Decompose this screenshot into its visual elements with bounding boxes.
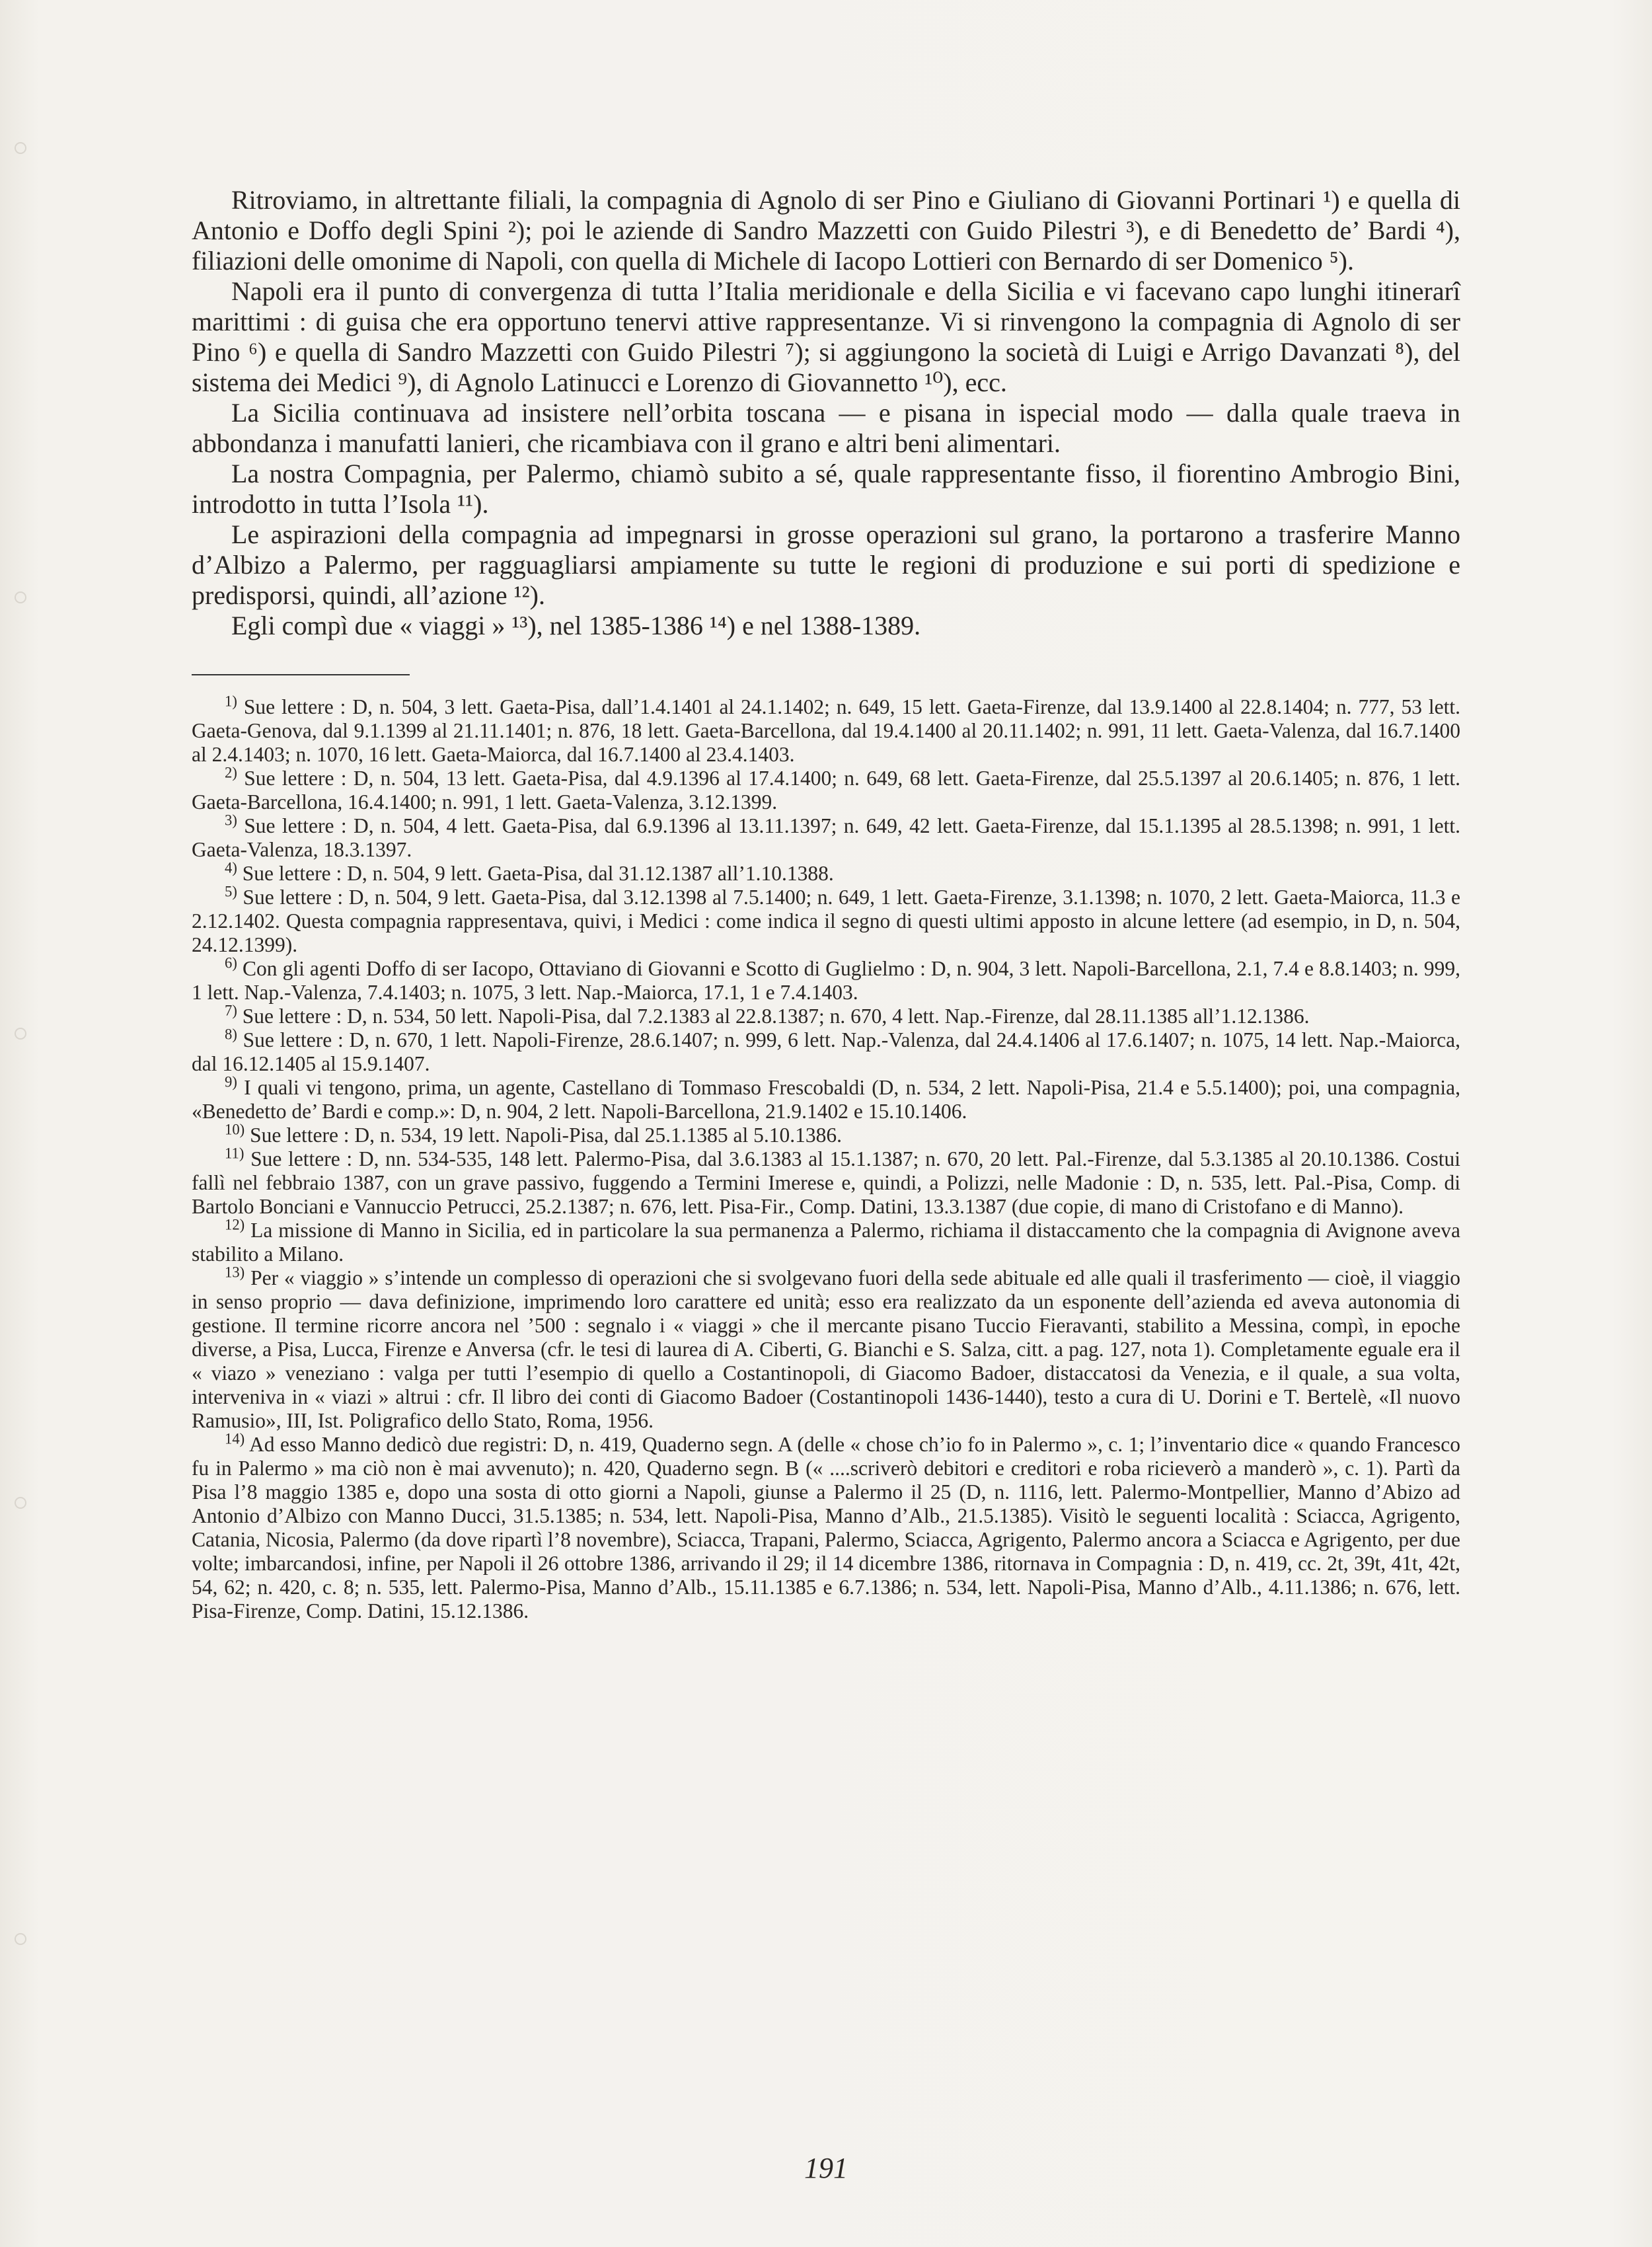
footnote: [192, 1216, 1460, 1266]
footnote-number: 2): [225, 764, 237, 781]
paragraph: Le aspirazioni della compagnia ad impegnarsi in grosse operazioni sul grano, la portarono a trasferire Manno d’Albizo a Palermo, per ragguagliarsi ampiamente su tutte le regioni di produzione e sui porti di spedizione e predisporsi, quindi, all’azione ¹²).: [192, 519, 1460, 610]
footnote: [192, 1121, 1460, 1147]
footnote-number: 7): [225, 1002, 237, 1019]
footnote-text: Sue lettere : D, n. 504, 3 lett. Gaeta-Pisa, dall’1.4.1401 al 24.1.1402; n. 649, 15 lett. Gaeta-Firenze, dal 13.9.1400 al 22.8.1404; n. 777, 53 lett. Gaeta-Genova, dal 9.1.1399 al 21.11.1401; n. 876, 18 lett. Gaeta-Barcellona, dal 19.4.1400 al 20.11.1402; n. 991, 11 lett. Gaeta-Valenza, dal 16.7.1400 al 2.4.1403; n. 1070, 16 lett. Gaeta-Maiorca, dal 16.7.1400 al 23.4.1403.: [192, 695, 1461, 766]
footnote: [192, 883, 1460, 957]
footnote: [192, 1430, 1460, 1623]
paragraph: Egli compì due « viaggi » ¹³), nel 1385-1386 ¹⁴) e nel 1388-1389.: [231, 611, 921, 640]
footnote: [192, 695, 1460, 767]
footnote: [192, 859, 1460, 886]
paragraph: Napoli era il punto di convergenza di tutta l’Italia meridionale e della Sicilia e vi facevano capo lunghi itinerarî marittimi : di guisa che era opportuno tenervi attive rappresentanze. Vi si rinvengono la compagnia di Agnolo di ser Pino ⁶) e quella di Sandro Mazzetti con Guido Pilestri ⁷); si aggiungono la società di Luigi e Arrigo Davanzati ⁸), del sistema dei Medici ⁹), di Agnolo Latinucci e Lorenzo di Giovannetto ¹⁰), ecc.: [192, 276, 1460, 397]
footnote-number: 1): [225, 693, 237, 710]
edge-mark-dot: [15, 142, 26, 154]
footnotes: [192, 695, 1460, 1623]
footnote-number: 9): [225, 1073, 237, 1090]
footnote-text: Sue lettere : D, n. 504, 4 lett. Gaeta-Pisa, dal 6.9.1396 al 13.11.1397; n. 649, 42 lett. Gaeta-Firenze, dal 15.1.1395 al 28.5.1398; n. 991, 1 lett. Gaeta-Valenza, 18.3.1397.: [192, 814, 1460, 861]
footnote-number: 8): [225, 1026, 237, 1043]
edge-mark-dot: [15, 591, 26, 603]
footnote-text: Sue lettere : D, n. 504, 13 lett. Gaeta-Pisa, dal 4.9.1396 al 17.4.1400; n. 649, 68 lett. Gaeta-Firenze, dal 25.5.1397 al 20.6.1405; n. 876, 1 lett. Gaeta-Barcellona, 16.4.1400; n. 991, 1 lett. Gaeta-Valenza, 3.12.1399.: [192, 767, 1460, 814]
edge-mark-dot: [15, 1933, 26, 1945]
footnote-number: 10): [225, 1121, 245, 1138]
footnote-text: Con gli agenti Doffo di ser Iacopo, Ottaviano di Giovanni e Scotto di Guglielmo : D, n. 904, 3 lett. Napoli-Barcellona, 2.1, 7.4 e 8.8.1403; n. 999, 1 lett. Nap.-Valenza, 7.4.1403; n. 1075, 3 lett. Nap.-Maiorca, 17.1, 1 e 7.4.1403.: [192, 957, 1460, 1004]
footnote-number: 5): [225, 883, 237, 900]
footnote-text: Sue lettere : D, n. 534, 19 lett. Napoli-Pisa, dal 25.1.1385 al 5.10.1386.: [250, 1124, 842, 1147]
footnote: [192, 954, 1460, 1005]
footnote-text: Ad esso Manno dedicò due registri: D, n. 419, Quaderno segn. A (delle « chose ch’io fo in Palermo », c. 1; l’inventario dice « quando Francesco fu in Palermo » ma ciò non è mai avvenuto); n. 420, Quaderno segn. B (« ....scriverò debitori e creditori e roba ricieverò a manderò », c. 1). Partì da Pisa l’8 maggio 1385 e, dopo una sosta di otto giorni a Napoli, giunse a Palermo il 25 (D, n. 1116, lett. Palermo-Montpellier, Manno d’Abizo ad Antonio d’Albizo con Manno Ducci, 31.5.1385; n. 534, lett. Napoli-Pisa, Manno d’Alb., 21.5.1385). Visitò le seguenti località : Sciacca, Agrigento, Catania, Nicosia, Palermo (da dove ripartì l’8 novembre), Sciacca, Trapani, Palermo, Sciacca, Agrigento, Palermo ancora a Sciacca e Agrigento, per due volte; imbarcandosi, infine, per Napoli il 26 ottobre 1386, arrivando il 29; il 14 dicembre 1386, ritornava in Compagnia : D, n. 419, cc. 2t, 39t, 41t, 42t, 54, 62; n. 420, c. 8; n. 535, lett. Palermo-Pisa, Manno d’Alb., 15.11.1385 e 6.7.1386; n. 534, lett. Napoli-Pisa, Manno d’Alb., 4.11.1386; n. 676, lett. Pisa-Firenze, Comp. Datini, 15.12.1386.: [192, 1433, 1460, 1622]
edge-mark-dot: [15, 1497, 26, 1509]
footnote-number: 14): [225, 1430, 245, 1447]
footnote-number: 3): [225, 812, 237, 829]
footnote-number: 6): [225, 954, 237, 971]
footnote: [192, 814, 1460, 862]
footnote-number: 12): [225, 1216, 245, 1233]
footnote-number: 11): [225, 1145, 244, 1162]
footnote-text: I quali vi tengono, prima, un agente, Castellano di Tommaso Frescobaldi (D, n. 534, 2 lett. Napoli-Pisa, 21.4 e 5.5.1400); poi, una compagnia, «Benedetto de’ Bardi e comp.»: D, n. 904, 2 lett. Napoli-Barcellona, 21.9.1402 e 15.10.1406.: [192, 1076, 1461, 1123]
footnote-text: Sue lettere : D, n. 504, 9 lett. Gaeta-Pisa, dal 31.12.1387 all’1.10.1388.: [242, 862, 834, 885]
footnote-text: Per « viaggio » s’intende un complesso di operazioni che si svolgevano fuori della sede abituale ed alle quali il trasferimento — cioè, il viaggio in senso proprio — dava definizione, imprimendo loro carattere ed unità; esso era realizzato da un esponente dell’azienda ed aveva autonomia di gestione. Il termine ricorre ancora nel ’500 : segnalo i « viaggi » che il mercante pisano Tuccio Fieravanti, stabilito a Messina, compì, in epoche diverse, a Pisa, Lucca, Firenze e Anversa (cfr. le tesi di laurea di A. Ciberti, G. Bianchi e S. Salza, citt. a pag. 127, nota 1). Completamente eguale era il « viazo » veneziano : valga per tutti l’esempio di quello a Costantinopoli, di Giacomo Badoer, distaccatosi da Venezia, e il quale, a sua volta, interveniva in « viazi » altrui : cfr. Il libro dei conti di Giacomo Badoer (Costantinopoli 1436-1440), testo a cura di U. Dorini e T. Bertelè, «Il nuovo Ramusio», III, Ist. Poligrafico dello Stato, Roma, 1956.: [192, 1266, 1460, 1432]
footnote: [192, 1002, 1460, 1028]
footnote-number: 13): [225, 1264, 245, 1281]
footnote-text: Sue lettere : D, n. 534, 50 lett. Napoli-Pisa, dal 7.2.1383 al 22.8.1387; n. 670, 4 lett. Nap.-Firenze, dal 28.11.1385 all’1.12.1386.: [242, 1005, 1310, 1028]
main-text: [192, 185, 1460, 641]
paragraph: Ritroviamo, in altrettante filiali, la compagnia di Agnolo di ser Pino e Giuliano di Giovanni Portinari ¹) e quella di Antonio e Doffo degli Spini ²); poi le aziende di Sandro Mazzetti con Guido Pilestri ³), e di Benedetto de’ Bardi ⁴), filiazioni delle omonime di Napoli, con quella di Michele di Iacopo Lottieri con Bernardo di ser Domenico ⁵).: [192, 185, 1460, 276]
footnote-text: Sue lettere : D, n. 670, 1 lett. Napoli-Firenze, 28.6.1407; n. 999, 6 lett. Nap.-Valenza, dal 24.4.1406 al 17.6.1407; n. 1075, 14 lett. Nap.-Maiorca, dal 16.12.1405 al 15.9.1407.: [192, 1028, 1461, 1075]
footnote: [192, 1266, 1460, 1433]
footnote: [192, 1073, 1461, 1124]
paragraph: La nostra Compagnia, per Palermo, chiamò subito a sé, quale rappresentante fisso, il fiorentino Ambrogio Bini, introdotto in tutta l’Isola ¹¹).: [192, 459, 1460, 519]
text-block: [192, 185, 1460, 1623]
edge-mark-dot: [15, 1028, 26, 1040]
footnote-separator: [192, 674, 410, 675]
footnote-text: La missione di Manno in Sicilia, ed in particolare la sua permanenza a Palermo, richiama il distaccamento che la compagnia di Avignone aveva stabilito a Milano.: [192, 1219, 1460, 1266]
footnote: [192, 1028, 1460, 1076]
footnote: [192, 1147, 1460, 1219]
footnote-number: 4): [225, 859, 237, 876]
footnote: [192, 764, 1460, 814]
page-number: 191: [804, 2152, 848, 2184]
footnote-text: Sue lettere : D, n. 504, 9 lett. Gaeta-Pisa, dal 3.12.1398 al 7.5.1400; n. 649, 1 lett. Gaeta-Firenze, 3.1.1398; n. 1070, 2 lett. Gaeta-Maiorca, 11.3 e 2.12.1402. Questa compagnia rappresentava, quivi, i Medici : come indica il segno di questi ultimi apposto in alcune lettere (ad esempio, in D, n. 504, 24.12.1399).: [192, 886, 1460, 956]
footnote-text: Sue lettere : D, nn. 534-535, 148 lett. Palermo-Pisa, dal 3.6.1383 al 15.1.1387; n. 670, 20 lett. Pal.-Firenze, dal 5.3.1385 al 20.10.1386. Costui fallì nel febbraio 1387, con un grave passivo, fuggendo a Termini Imerese e, quindi, a Polizzi, nelle Madonie : D, n. 535, lett. Pal.-Pisa, Comp. di Bartolo Bonciani e Vannuccio Petrucci, 25.2.1387; n. 676, lett. Pisa-Fir., Comp. Datini, 13.3.1387 (due copie, di mano di Cristofano e di Manno).: [192, 1147, 1461, 1218]
paragraph: La Sicilia continuava ad insistere nell’orbita toscana — e pisana in ispecial modo — dalla quale traeva in abbondanza i manufatti lanieri, che ricambiava con il grano e altri beni alimentari.: [192, 398, 1460, 458]
